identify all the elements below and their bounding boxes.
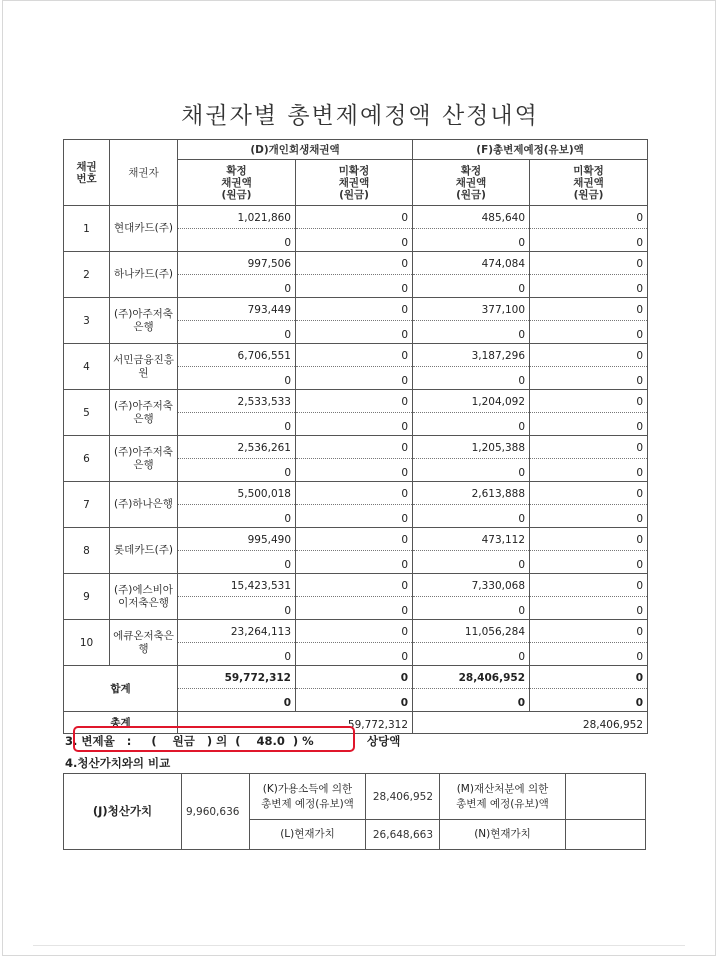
amount-cell: 0	[296, 505, 413, 528]
creditor-no: 7	[64, 482, 110, 528]
amount-cell: 0	[296, 436, 413, 459]
present-value-n	[566, 820, 646, 850]
repayment-rate-suffix: 상당액	[367, 734, 401, 748]
creditor-name: (주)아주저축은행	[110, 298, 178, 344]
amount-cell: 0	[413, 275, 530, 298]
amount-cell: 7,330,068	[413, 574, 530, 597]
amount-cell: 0	[530, 551, 648, 574]
table-row	[64, 482, 648, 505]
table-row	[64, 390, 648, 413]
amount-cell: 0	[530, 321, 648, 344]
amount-cell: 0	[296, 528, 413, 551]
amount-cell: 474,084	[413, 252, 530, 275]
amount-cell: 2,533,533	[178, 390, 296, 413]
header-d-unconfirmed: 미확정 채권액 (원금)	[296, 160, 413, 206]
amount-cell: 377,100	[413, 298, 530, 321]
creditor-no: 1	[64, 206, 110, 252]
amount-cell: 0	[530, 482, 648, 505]
amount-cell: 0	[530, 344, 648, 367]
subtotal-cell: 0	[530, 666, 648, 689]
amount-cell: 0	[413, 505, 530, 528]
creditor-no: 6	[64, 436, 110, 482]
subtotal-cell: 0	[413, 689, 530, 712]
amount-cell: 0	[413, 367, 530, 390]
amount-cell: 23,264,113	[178, 620, 296, 643]
amount-cell: 0	[530, 252, 648, 275]
creditor-name: 서민금융진흥원	[110, 344, 178, 390]
amount-cell: 0	[296, 275, 413, 298]
creditor-name: (주)에스비아이저축은행	[110, 574, 178, 620]
amount-cell: 0	[530, 275, 648, 298]
amount-cell: 11,056,284	[413, 620, 530, 643]
subtotal-cell: 0	[296, 666, 413, 689]
amount-cell: 0	[530, 643, 648, 666]
creditor-no: 10	[64, 620, 110, 666]
property-repayment-label: (M)재산처분에 의한 총변제 예정(유보)액	[440, 774, 566, 820]
amount-cell: 0	[178, 459, 296, 482]
amount-cell: 0	[530, 206, 648, 229]
header-group-f: (F)총변제예정(유보)액	[413, 140, 648, 160]
grand-total-d: 59,772,312	[178, 712, 413, 734]
amount-cell: 1,021,860	[178, 206, 296, 229]
creditor-no: 8	[64, 528, 110, 574]
subtotal-cell: 0	[530, 689, 648, 712]
amount-cell: 0	[413, 321, 530, 344]
liquidation-value-label: (J)청산가치	[64, 774, 182, 850]
amount-cell: 2,613,888	[413, 482, 530, 505]
amount-cell: 0	[178, 229, 296, 252]
amount-cell: 0	[530, 229, 648, 252]
table-row	[64, 620, 648, 643]
header-f-confirmed: 확정 채권액 (원금)	[413, 160, 530, 206]
creditor-name: 롯데카드(주)	[110, 528, 178, 574]
amount-cell: 0	[296, 321, 413, 344]
amount-cell: 0	[178, 321, 296, 344]
creditor-no: 4	[64, 344, 110, 390]
creditor-no: 5	[64, 390, 110, 436]
amount-cell: 3,187,296	[413, 344, 530, 367]
amount-cell: 0	[530, 597, 648, 620]
amount-cell: 0	[296, 252, 413, 275]
subtotal-cell: 0	[296, 689, 413, 712]
document-title: 채권자별 총변제예정액 산정내역	[181, 103, 539, 129]
liquidation-value: 9,960,636	[182, 774, 250, 850]
income-repayment-label: (K)가용소득에 의한 총변제 예정(유보)액	[250, 774, 366, 820]
repayment-rate-text: 3. 변제율 : ( 원금 ) 의 ( 48.0 ) %	[65, 734, 314, 748]
amount-cell: 0	[413, 459, 530, 482]
amount-cell: 0	[530, 459, 648, 482]
amount-cell: 995,490	[178, 528, 296, 551]
amount-cell: 485,640	[413, 206, 530, 229]
amount-cell: 0	[178, 275, 296, 298]
amount-cell: 0	[296, 344, 413, 367]
amount-cell: 0	[296, 597, 413, 620]
amount-cell: 0	[296, 574, 413, 597]
creditor-no: 2	[64, 252, 110, 298]
claims-table	[63, 139, 648, 734]
amount-cell: 0	[296, 390, 413, 413]
subtotal-row	[64, 666, 648, 689]
creditor-name: (주)하나은행	[110, 482, 178, 528]
amount-cell: 0	[413, 229, 530, 252]
amount-cell: 0	[530, 413, 648, 436]
amount-cell: 0	[530, 367, 648, 390]
amount-cell: 0	[530, 620, 648, 643]
creditor-name: 하나카드(주)	[110, 252, 178, 298]
amount-cell: 1,204,092	[413, 390, 530, 413]
creditor-no: 3	[64, 298, 110, 344]
amount-cell: 0	[296, 551, 413, 574]
grand-total-f: 28,406,952	[413, 712, 648, 734]
grand-total-label: 총계	[64, 712, 178, 734]
amount-cell: 0	[413, 413, 530, 436]
creditor-name: (주)아주저축은행	[110, 390, 178, 436]
subtotal-cell: 28,406,952	[413, 666, 530, 689]
header-creditor: 채권자	[110, 140, 178, 206]
liquidation-comparison-table	[63, 773, 646, 850]
amount-cell: 0	[178, 551, 296, 574]
amount-cell: 0	[296, 413, 413, 436]
amount-cell: 0	[178, 643, 296, 666]
present-value-n-label: (N)현재가치	[440, 820, 566, 850]
creditor-no: 9	[64, 574, 110, 620]
amount-cell: 0	[530, 505, 648, 528]
amount-cell: 2,536,261	[178, 436, 296, 459]
amount-cell: 0	[178, 367, 296, 390]
table-row	[64, 436, 648, 459]
subtotal-cell: 59,772,312	[178, 666, 296, 689]
subtotal-cell: 0	[178, 689, 296, 712]
amount-cell: 793,449	[178, 298, 296, 321]
amount-cell: 0	[413, 643, 530, 666]
amount-cell: 0	[530, 528, 648, 551]
amount-cell: 0	[296, 367, 413, 390]
amount-cell: 6,706,551	[178, 344, 296, 367]
footer-rule	[33, 945, 685, 946]
amount-cell: 15,423,531	[178, 574, 296, 597]
amount-cell: 0	[296, 206, 413, 229]
header-no: 채권 번호	[64, 140, 110, 206]
creditor-name: 에큐온저축은행	[110, 620, 178, 666]
highlight-box	[73, 726, 355, 752]
present-value-l-label: (L)현재가치	[250, 820, 366, 850]
subtotal-label: 합계	[64, 666, 178, 712]
table-row	[64, 528, 648, 551]
present-value-l: 26,648,663	[366, 820, 440, 850]
amount-cell: 0	[178, 505, 296, 528]
amount-cell: 0	[296, 620, 413, 643]
property-repayment-value	[566, 774, 646, 820]
creditor-name: (주)아주저축은행	[110, 436, 178, 482]
table-row	[64, 206, 648, 229]
header-group-d: (D)개인회생채권액	[178, 140, 413, 160]
income-repayment-value: 28,406,952	[366, 774, 440, 820]
document-page	[2, 0, 716, 956]
amount-cell: 0	[296, 459, 413, 482]
amount-cell: 0	[296, 298, 413, 321]
amount-cell: 0	[413, 551, 530, 574]
amount-cell: 0	[530, 436, 648, 459]
amount-cell: 0	[296, 229, 413, 252]
amount-cell: 0	[178, 597, 296, 620]
table-row	[64, 344, 648, 367]
amount-cell: 473,112	[413, 528, 530, 551]
amount-cell: 0	[530, 574, 648, 597]
header-d-confirmed: 확정 채권액 (원금)	[178, 160, 296, 206]
table-row	[64, 252, 648, 275]
table-row	[64, 298, 648, 321]
amount-cell: 0	[178, 413, 296, 436]
amount-cell: 0	[530, 390, 648, 413]
header-f-unconfirmed: 미확정 채권액 (원금)	[530, 160, 648, 206]
amount-cell: 997,506	[178, 252, 296, 275]
amount-cell: 0	[296, 482, 413, 505]
creditor-name: 현대카드(주)	[110, 206, 178, 252]
amount-cell: 0	[530, 298, 648, 321]
table-row	[64, 574, 648, 597]
section4-heading: 4.청산가치와의 비교	[65, 756, 171, 770]
amount-cell: 1,205,388	[413, 436, 530, 459]
amount-cell: 0	[413, 597, 530, 620]
amount-cell: 0	[296, 643, 413, 666]
amount-cell: 5,500,018	[178, 482, 296, 505]
